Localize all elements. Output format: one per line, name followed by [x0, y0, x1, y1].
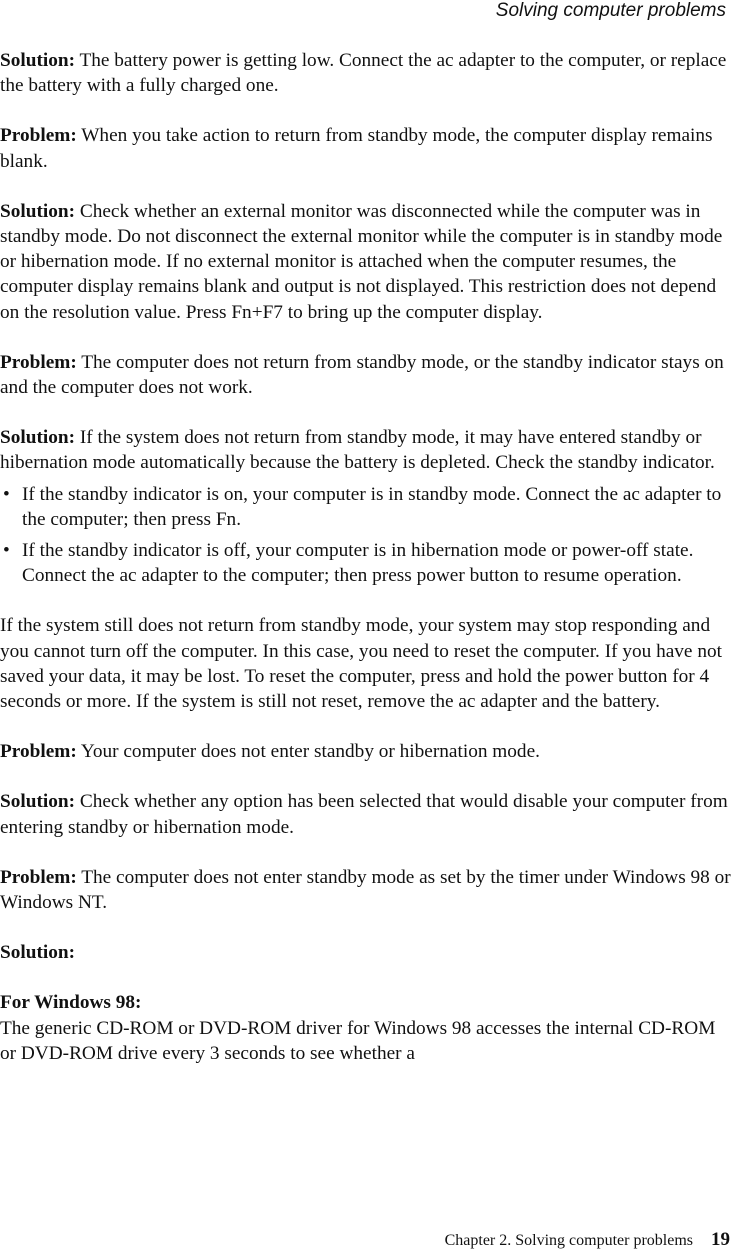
solution-text: If the system does not return from standby mode, it may have entered standby or hibernation mode automatically because the battery is depleted. Check the standby indicator.: [0, 427, 715, 474]
problem-paragraph: [0, 739, 736, 764]
running-header: Solving computer problems: [495, 0, 726, 21]
solution-paragraph: [0, 940, 736, 965]
list-item-text: If the standby indicator is off, your computer is in hibernation mode or power-off state. Connect the ac adapter to the computer; then press power button to resume operation.: [22, 540, 694, 587]
reset-note-paragraph: If the system still does not return from standby mode, your system may stop responding and you cannot turn off the computer. In this case, you need to reset the computer. If you have not saved your data, it may be lost. To reset the computer, press and hold the power button for 4 seconds or more. If the system is still not reset, remove the ac adapter and the battery.: [0, 615, 722, 713]
bullet-icon: •: [3, 540, 10, 562]
problem-text: The computer does not enter standby mode as set by the timer under Windows 98 or Windows NT.: [0, 866, 731, 914]
solution-label: Solution:: [0, 427, 76, 449]
page-number: 19: [711, 1229, 730, 1250]
problem-label: Problem:: [0, 866, 77, 888]
page-footer: [445, 1229, 730, 1251]
standby-indicator-list: [0, 482, 736, 589]
problem-paragraph: [0, 865, 736, 915]
solution-label: Solution:: [0, 50, 76, 71]
list-item: [0, 538, 736, 588]
solution-paragraph: [0, 199, 736, 325]
problem-paragraph: [0, 123, 736, 173]
solution-paragraph: [0, 425, 736, 475]
solution-label: Solution:: [0, 942, 76, 964]
solution-label: Solution:: [0, 200, 76, 222]
list-item: [0, 482, 736, 532]
windows98-section: [0, 990, 736, 1066]
solution-text: The battery power is getting low. Connect the ac adapter to the computer, or replace the battery with a fully charged one.: [0, 50, 727, 97]
solution-label: Solution:: [0, 791, 76, 813]
problem-text: When you take action to return from standby mode, the computer display remains blank.: [0, 125, 713, 172]
problem-paragraph: [0, 350, 736, 400]
list-item-text: If the standby indicator is on, your computer is in standby mode. Connect the ac adapter to the computer; then press Fn.: [22, 483, 722, 530]
page-body: [0, 48, 736, 1066]
problem-label: Problem:: [0, 125, 77, 147]
solution-text: Check whether any option has been selected that would disable your computer from entering standby or hibernation mode.: [0, 791, 728, 838]
footer-chapter-title: Chapter 2. Solving computer problems: [444, 1232, 693, 1249]
problem-label: Problem:: [0, 741, 77, 763]
solution-text: Check whether an external monitor was disconnected while the computer was in standby mode. Do not disconnect the external monitor while the computer is in standby mode or hibernation mode. If no external monitor is attached when the computer resumes, the computer display remains blank and output is not displayed. This restriction does not depend on the resolution value. Press Fn+F7 to bring up the computer display.: [0, 200, 723, 323]
windows98-text: The generic CD-ROM or DVD-ROM driver for Windows 98 accesses the internal CD-ROM or DVD-ROM drive every 3 seconds to see whether a: [0, 1017, 716, 1064]
bullet-icon: •: [3, 483, 10, 505]
problem-text: The computer does not return from standby mode, or the standby indicator stays on and the computer does not work.: [0, 351, 724, 399]
solution-paragraph: [0, 789, 736, 839]
problem-label: Problem:: [0, 351, 77, 373]
problem-text: Your computer does not enter standby or hibernation mode.: [80, 741, 540, 763]
windows98-heading: For Windows 98:: [0, 992, 142, 1014]
solution-paragraph: [0, 48, 736, 98]
